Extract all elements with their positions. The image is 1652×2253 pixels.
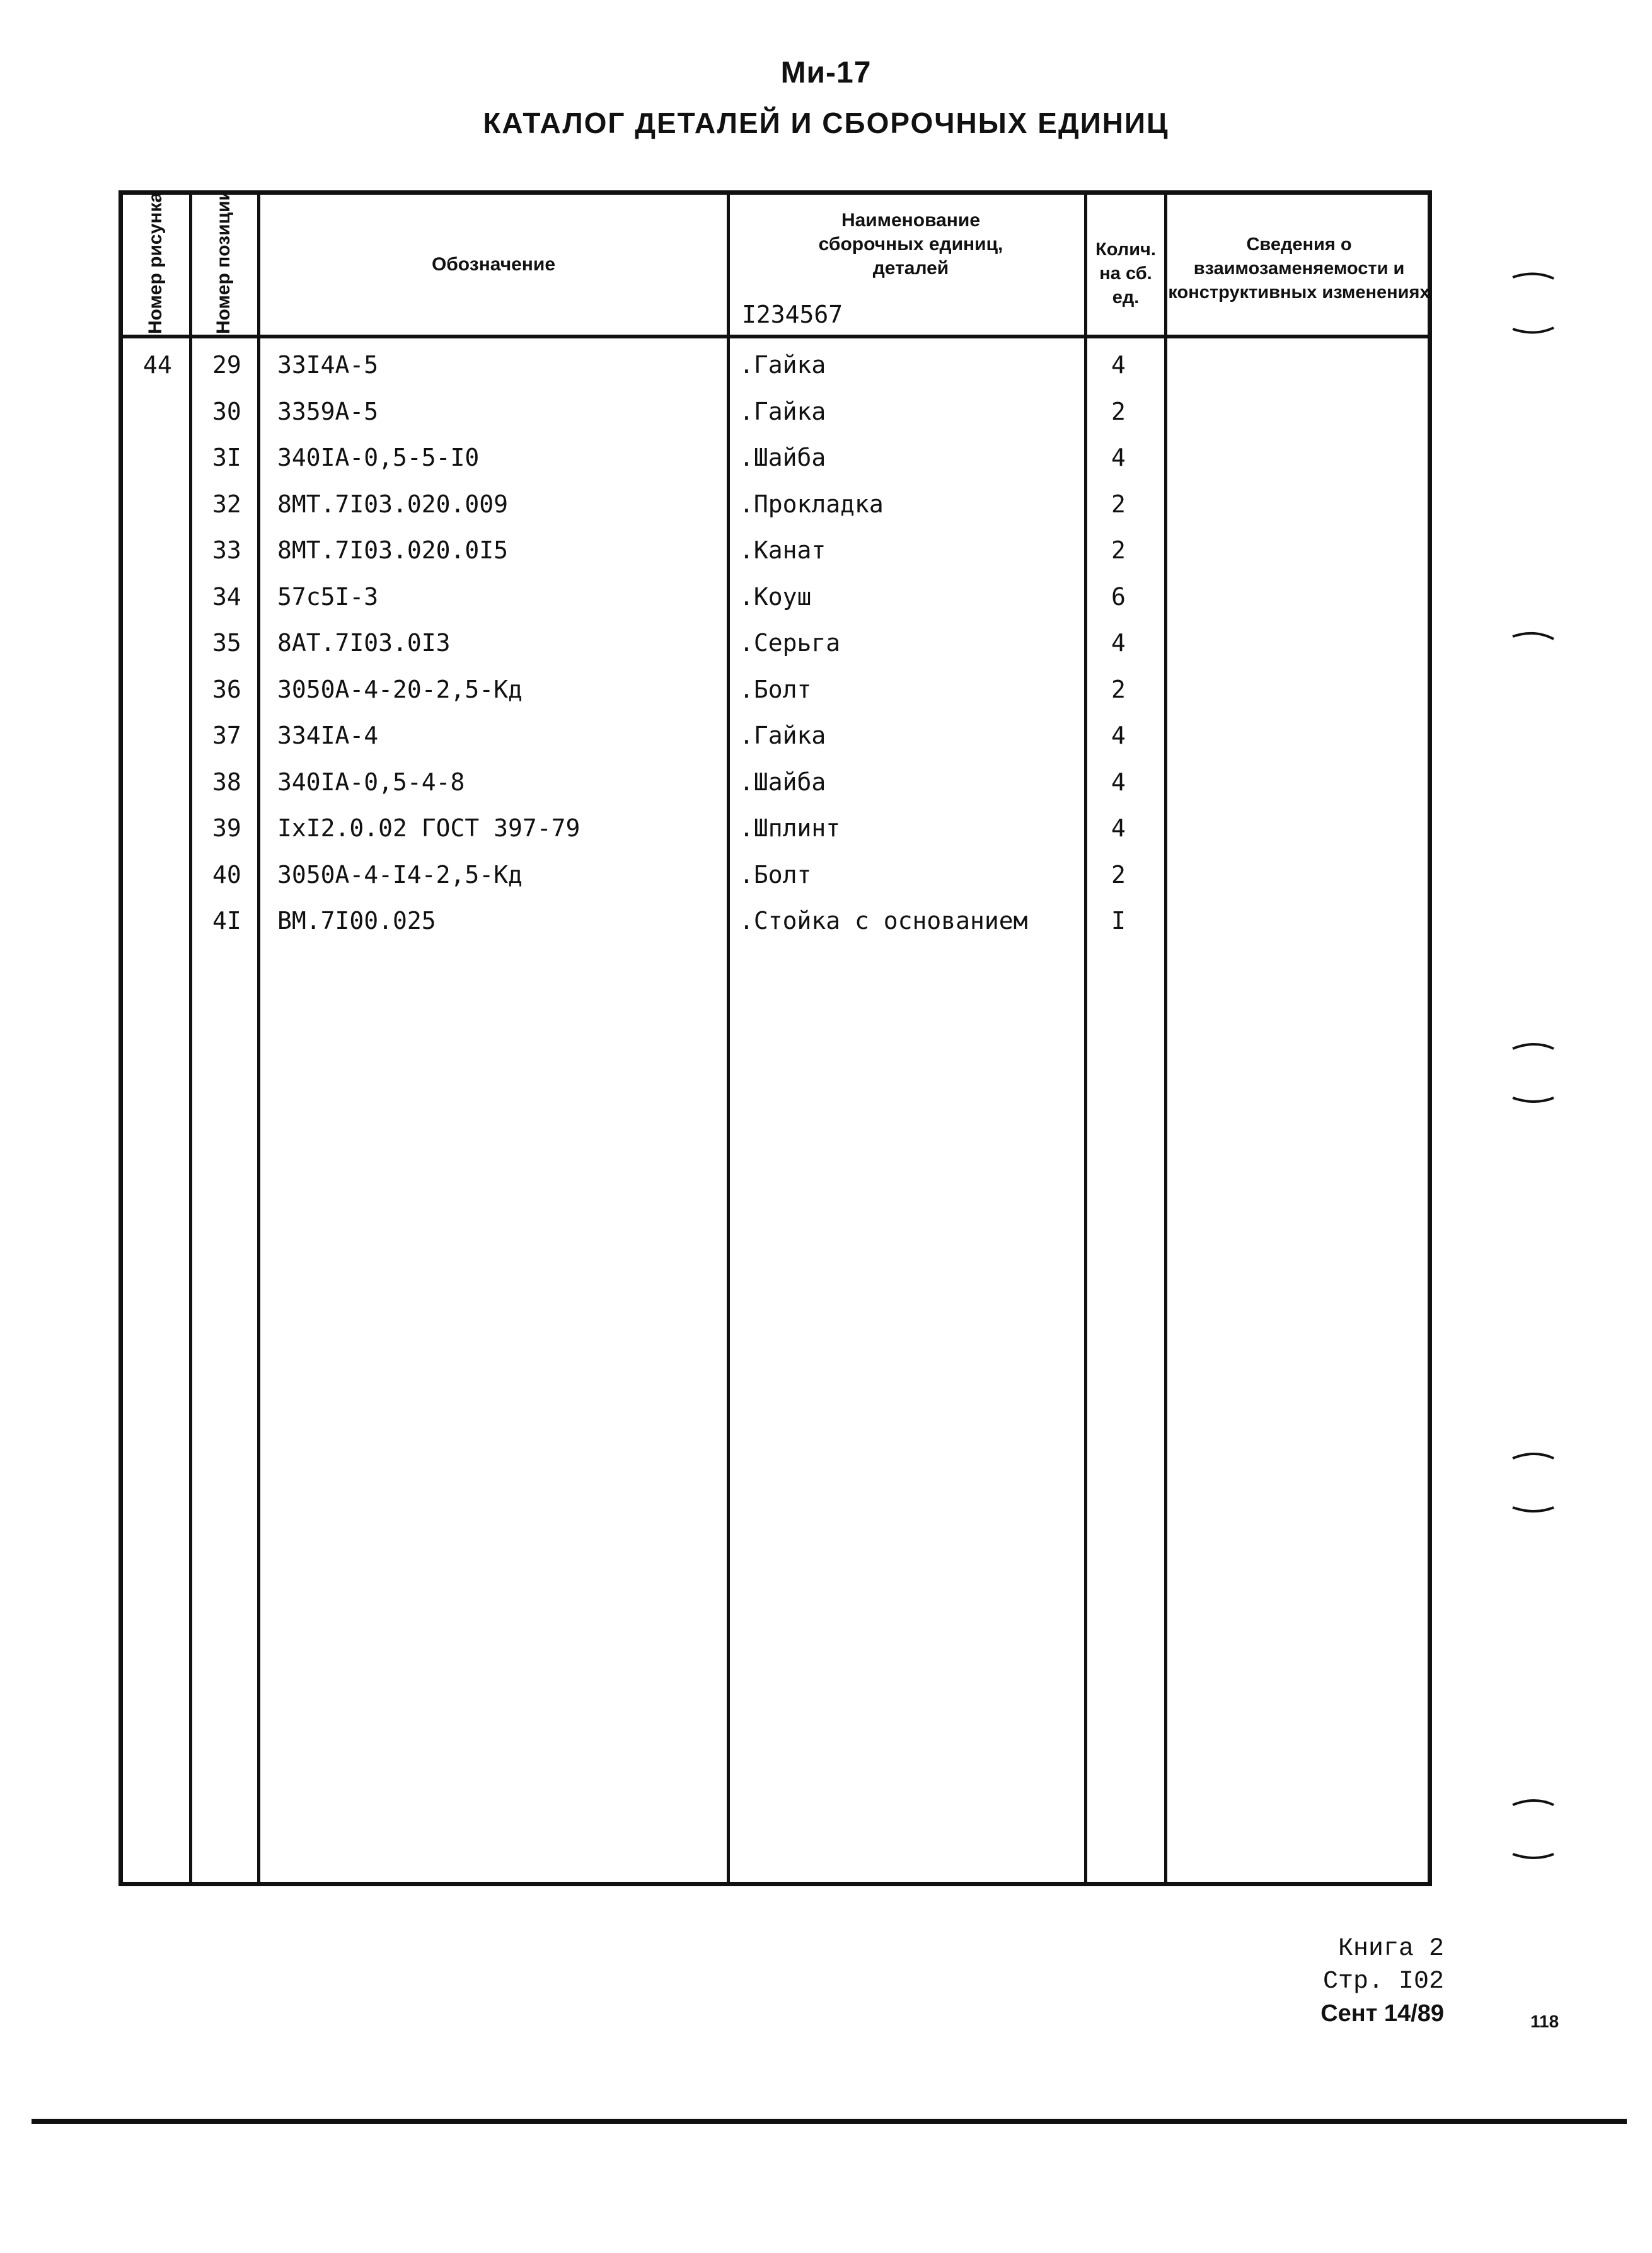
- row-name: .Прокладка: [739, 490, 884, 518]
- row-position: 3I: [212, 444, 241, 471]
- row-quantity: 4: [1111, 444, 1126, 471]
- bottom-rule: [32, 2119, 1627, 2124]
- row-position: 4I: [212, 907, 241, 935]
- row-designation: 3050A-4-I4-2,5-Кд: [277, 860, 523, 889]
- row-position: 35: [212, 629, 241, 657]
- figure-number: 44: [143, 351, 172, 379]
- row-designation: 3359A-5: [277, 397, 379, 425]
- row-position: 36: [212, 675, 241, 703]
- row-designation: 33I4A-5: [277, 351, 379, 379]
- row-position: 29: [212, 351, 241, 379]
- row-name: .Шплинт: [739, 814, 841, 842]
- row-name: .Болт: [739, 675, 812, 703]
- row-quantity: 4: [1111, 722, 1126, 749]
- row-name: .Коуш: [739, 582, 812, 611]
- row-quantity: I: [1111, 907, 1126, 935]
- row-name: .Серьга: [739, 629, 841, 657]
- footer-book: Книга 2: [1337, 1935, 1444, 1963]
- row-designation: 334IA-4: [277, 722, 379, 749]
- row-quantity: 4: [1111, 814, 1126, 842]
- row-designation: 3050A-4-20-2,5-Кд: [277, 675, 523, 703]
- row-quantity: 2: [1111, 675, 1126, 703]
- row-position: 30: [212, 397, 241, 425]
- header-name-index: I234567: [742, 301, 843, 328]
- row-designation: 8AT.7I03.0I3: [277, 629, 451, 657]
- row-quantity: 2: [1111, 397, 1126, 425]
- row-name: .Гайка: [739, 722, 826, 749]
- header-fig-no: [144, 192, 167, 334]
- column-divider: [1084, 195, 1087, 1882]
- row-name: .Канат: [739, 536, 826, 564]
- row-name: .Шайба: [739, 768, 826, 796]
- footer-date: Сент 14/89: [1320, 2000, 1444, 2027]
- header-designation: Обозначение: [431, 254, 556, 275]
- header-pos-no: [212, 189, 235, 334]
- header-name: Наименование сборочных единиц, деталей: [818, 210, 1003, 279]
- row-quantity: 6: [1111, 582, 1126, 611]
- row-position: 32: [212, 490, 241, 518]
- catalog-title: КАТАЛОГ ДЕТАЛЕЙ И СБОРОЧНЫХ ЕДИНИЦ: [483, 107, 1169, 139]
- row-designation: ВМ.7I00.025: [277, 907, 436, 935]
- row-designation: IxI2.0.02 ГОСТ 397-79: [277, 814, 581, 842]
- sheet-number: 118: [1530, 2012, 1559, 2031]
- model-title: Ми-17: [780, 56, 872, 89]
- row-name: .Стойка с основанием: [739, 907, 1028, 935]
- header-fig-no-text: Номер рисунка: [145, 192, 166, 334]
- header-divider: [123, 335, 1428, 338]
- row-designation: 8МТ.7I03.020.009: [277, 490, 509, 518]
- binder-hole-mark: [1510, 1040, 1560, 1109]
- row-quantity: 2: [1111, 536, 1126, 564]
- row-name: .Гайка: [739, 351, 826, 379]
- row-quantity: 2: [1111, 860, 1126, 889]
- row-position: 40: [212, 860, 241, 889]
- binder-hole-mark: [1510, 1796, 1560, 1865]
- row-position: 38: [212, 768, 241, 796]
- column-divider: [189, 195, 192, 1882]
- row-designation: 8МТ.7I03.020.0I5: [277, 536, 509, 564]
- row-position: 34: [212, 582, 241, 611]
- row-quantity: 4: [1111, 768, 1126, 796]
- binder-hole-mark: [1510, 1449, 1560, 1519]
- header-qty: Колич. на сб. ед.: [1095, 239, 1156, 308]
- row-designation: 340IA-0,5-4-8: [277, 768, 465, 796]
- row-position: 39: [212, 814, 241, 842]
- row-quantity: 4: [1111, 629, 1126, 657]
- column-divider: [257, 195, 260, 1882]
- binder-hole-mark: [1510, 271, 1560, 340]
- column-divider: [727, 195, 730, 1882]
- row-quantity: 4: [1111, 351, 1126, 379]
- footer-page: Стр. I02: [1322, 1968, 1444, 1996]
- row-name: .Гайка: [739, 397, 826, 425]
- header-interchange: Сведения о взаимозаменяемости и конструктивных изменениях: [1168, 234, 1430, 303]
- row-name: .Шайба: [739, 444, 826, 471]
- row-quantity: 2: [1111, 490, 1126, 518]
- parts-table: [118, 190, 1432, 1886]
- row-designation: 340IA-0,5-5-I0: [277, 444, 480, 471]
- row-designation: 57c5I-3: [277, 582, 379, 611]
- row-position: 37: [212, 722, 241, 749]
- header-pos-no-text: Номер позиции: [213, 189, 234, 334]
- binder-hole-mark: [1510, 630, 1560, 649]
- row-name: .Болт: [739, 860, 812, 889]
- column-divider: [1164, 195, 1167, 1882]
- row-position: 33: [212, 536, 241, 564]
